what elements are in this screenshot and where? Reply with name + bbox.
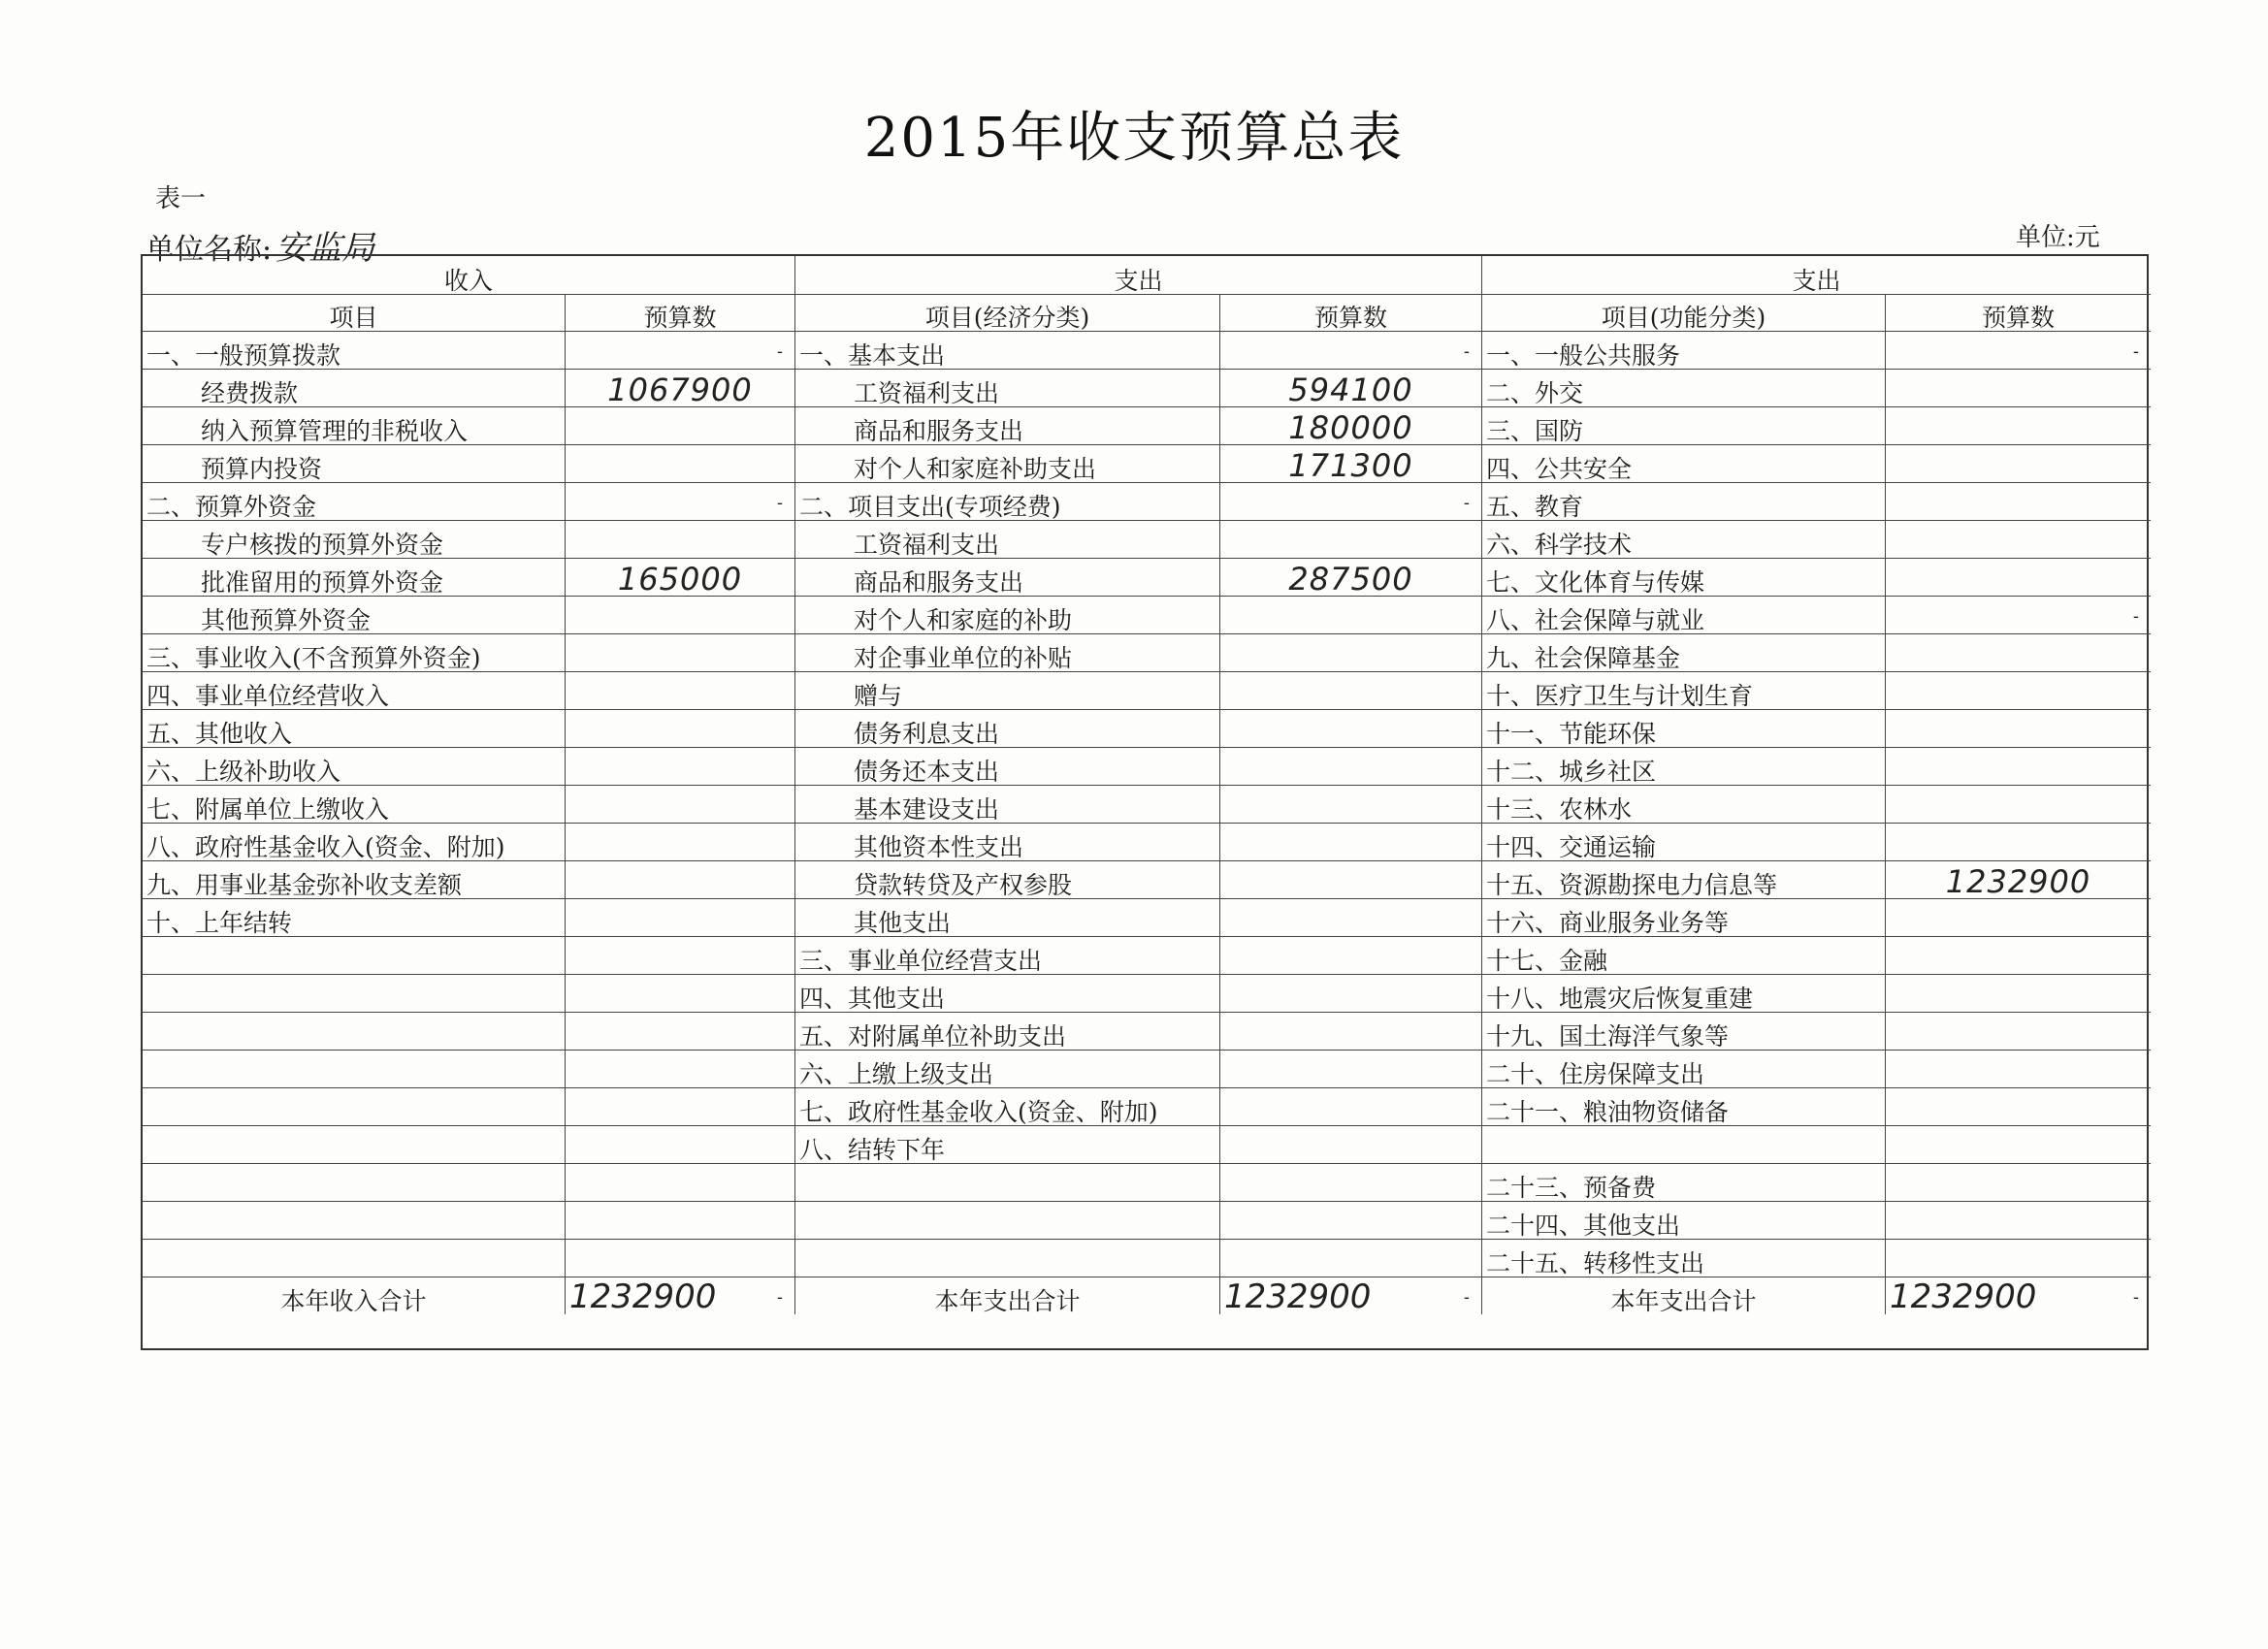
budget-value-cell <box>1886 861 2151 899</box>
budget-value-cell <box>1220 1013 1482 1051</box>
budget-value-cell <box>1220 975 1482 1013</box>
handwritten-total: 1232900 <box>569 1277 717 1314</box>
budget-value-cell <box>566 1126 795 1164</box>
budget-value-cell <box>1886 710 2151 748</box>
row-label: 工资福利支出 <box>795 521 1220 559</box>
row-label <box>795 1202 1220 1240</box>
budget-value-cell <box>1220 861 1482 899</box>
budget-value-cell <box>566 672 795 710</box>
row-label: 商品和服务支出 <box>795 407 1220 445</box>
header-income-item: 项目 <box>143 295 566 332</box>
currency-unit: 单位:元 <box>2016 223 2100 252</box>
budget-value-cell <box>1886 521 2151 559</box>
unit-name-label: 单位名称: <box>146 233 273 267</box>
budget-value-cell <box>1886 937 2151 975</box>
budget-value-cell <box>566 1164 795 1202</box>
budget-value-cell <box>566 748 795 786</box>
row-label <box>143 975 566 1013</box>
budget-value-cell <box>1220 899 1482 937</box>
row-label: 其他支出 <box>795 899 1220 937</box>
dash-mark: - <box>1463 1287 1470 1308</box>
unit-name-value: 安监局 <box>275 229 375 268</box>
budget-value-cell <box>566 786 795 824</box>
header-income: 收入 <box>143 256 795 295</box>
row-label: 专户核拨的预算外资金 <box>143 521 566 559</box>
budget-value-cell <box>1886 1164 2151 1202</box>
row-label: 十五、资源勘探电力信息等 <box>1482 861 1886 899</box>
budget-value-cell <box>1886 748 2151 786</box>
header-expense-functional: 支出 <box>1482 256 2151 295</box>
row-label: 一、一般预算拨款 <box>143 332 566 370</box>
row-label <box>795 1240 1220 1277</box>
budget-value-cell <box>566 824 795 861</box>
handwritten-amount: 171300 <box>1288 447 1413 483</box>
budget-value-cell <box>1220 445 1482 483</box>
row-label: 七、附属单位上缴收入 <box>143 786 566 824</box>
budget-value-cell <box>566 1240 795 1277</box>
budget-value-cell <box>566 1088 795 1126</box>
budget-value-cell <box>1886 1202 2151 1240</box>
row-label <box>1482 1126 1886 1164</box>
row-label: 十八、地震灾后恢复重建 <box>1482 975 1886 1013</box>
budget-value-cell <box>566 1051 795 1088</box>
budget-value-cell <box>1220 483 1482 521</box>
budget-value-cell <box>1886 559 2151 597</box>
total-value-income <box>566 1277 795 1314</box>
row-label: 工资福利支出 <box>795 370 1220 407</box>
budget-value-cell <box>1220 1202 1482 1240</box>
row-label: 四、公共安全 <box>1482 445 1886 483</box>
budget-value-cell <box>1886 1013 2151 1051</box>
budget-value-cell <box>566 899 795 937</box>
row-label: 对企事业单位的补贴 <box>795 634 1220 672</box>
row-label: 二、外交 <box>1482 370 1886 407</box>
row-label: 基本建设支出 <box>795 786 1220 824</box>
row-label: 五、教育 <box>1482 483 1886 521</box>
row-label: 二十、住房保障支出 <box>1482 1051 1886 1088</box>
page-title: 2015年收支预算总表 <box>863 107 1405 170</box>
row-label: 七、政府性基金收入(资金、附加) <box>795 1088 1220 1126</box>
row-label: 十九、国土海洋气象等 <box>1482 1013 1886 1051</box>
row-label: 一、一般公共服务 <box>1482 332 1886 370</box>
row-label: 二十三、预备费 <box>1482 1164 1886 1202</box>
budget-value-cell <box>1886 634 2151 672</box>
budget-value-cell <box>1220 597 1482 634</box>
budget-value-cell <box>1220 824 1482 861</box>
total-value-func <box>1886 1277 2151 1314</box>
row-label: 批准留用的预算外资金 <box>143 559 566 597</box>
row-label <box>143 937 566 975</box>
row-label <box>143 1088 566 1126</box>
row-label: 对个人和家庭的补助 <box>795 597 1220 634</box>
row-label: 八、社会保障与就业 <box>1482 597 1886 634</box>
budget-value-cell <box>1886 1240 2151 1277</box>
dash-mark: - <box>776 493 783 513</box>
table-number: 表一 <box>155 184 207 213</box>
handwritten-total: 1232900 <box>1890 1277 2037 1314</box>
row-label: 十四、交通运输 <box>1482 824 1886 861</box>
budget-value-cell <box>566 559 795 597</box>
row-label: 贷款转贷及产权参股 <box>795 861 1220 899</box>
budget-value-cell <box>1220 1088 1482 1126</box>
row-label: 其他预算外资金 <box>143 597 566 634</box>
dash-mark: - <box>1463 341 1470 362</box>
row-label: 二十一、粮油物资储备 <box>1482 1088 1886 1126</box>
budget-value-cell <box>1220 786 1482 824</box>
dash-mark: - <box>2132 606 2139 627</box>
row-label <box>143 1126 566 1164</box>
row-label: 四、其他支出 <box>795 975 1220 1013</box>
row-label: 六、上缴上级支出 <box>795 1051 1220 1088</box>
handwritten-amount: 1232900 <box>1945 863 2091 899</box>
budget-value-cell <box>1886 975 2151 1013</box>
row-label: 纳入预算管理的非税收入 <box>143 407 566 445</box>
header-func-item: 项目(功能分类) <box>1482 295 1886 332</box>
budget-value-cell <box>1886 1088 2151 1126</box>
budget-value-cell <box>566 370 795 407</box>
row-label: 十六、商业服务业务等 <box>1482 899 1886 937</box>
budget-value-cell <box>1220 710 1482 748</box>
row-label: 十二、城乡社区 <box>1482 748 1886 786</box>
budget-value-cell <box>1220 634 1482 672</box>
row-label <box>143 1013 566 1051</box>
header-expense-economic: 支出 <box>795 256 1482 295</box>
row-label: 债务还本支出 <box>795 748 1220 786</box>
row-label: 十三、农林水 <box>1482 786 1886 824</box>
budget-value-cell <box>1886 407 2151 445</box>
row-label <box>143 1240 566 1277</box>
dash-mark: - <box>2132 1287 2139 1308</box>
row-label: 六、科学技术 <box>1482 521 1886 559</box>
header-income-budget: 预算数 <box>566 295 795 332</box>
row-label: 九、社会保障基金 <box>1482 634 1886 672</box>
row-label: 二十五、转移性支出 <box>1482 1240 1886 1277</box>
row-label: 十、上年结转 <box>143 899 566 937</box>
budget-table <box>141 254 2149 1350</box>
budget-value-cell <box>566 332 795 370</box>
row-label: 二、项目支出(专项经费) <box>795 483 1220 521</box>
row-label: 一、基本支出 <box>795 332 1220 370</box>
budget-value-cell <box>566 521 795 559</box>
row-label: 八、政府性基金收入(资金、附加) <box>143 824 566 861</box>
budget-value-cell <box>1886 597 2151 634</box>
handwritten-amount: 1067900 <box>607 372 753 407</box>
row-label: 三、国防 <box>1482 407 1886 445</box>
handwritten-amount: 165000 <box>617 561 743 597</box>
row-label: 其他资本性支出 <box>795 824 1220 861</box>
row-label: 八、结转下年 <box>795 1126 1220 1164</box>
budget-value-cell <box>1220 521 1482 559</box>
row-label: 十七、金融 <box>1482 937 1886 975</box>
budget-value-cell <box>1886 824 2151 861</box>
total-label-income: 本年收入合计 <box>143 1277 566 1314</box>
budget-value-cell <box>566 1202 795 1240</box>
budget-value-cell <box>1886 332 2151 370</box>
row-label: 九、用事业基金弥补收支差额 <box>143 861 566 899</box>
row-label: 赠与 <box>795 672 1220 710</box>
header-econ-item: 项目(经济分类) <box>795 295 1220 332</box>
budget-value-cell <box>566 710 795 748</box>
budget-value-cell <box>1220 937 1482 975</box>
budget-value-cell <box>1886 483 2151 521</box>
budget-value-cell <box>1886 445 2151 483</box>
row-label: 六、上级补助收入 <box>143 748 566 786</box>
budget-value-cell <box>1220 407 1482 445</box>
budget-value-cell <box>566 445 795 483</box>
handwritten-amount: 594100 <box>1288 372 1413 407</box>
budget-value-cell <box>1886 899 2151 937</box>
row-label: 十、医疗卫生与计划生育 <box>1482 672 1886 710</box>
budget-value-cell <box>1886 1051 2151 1088</box>
row-label: 三、事业单位经营支出 <box>795 937 1220 975</box>
budget-value-cell <box>1220 332 1482 370</box>
dash-mark: - <box>1463 493 1470 513</box>
budget-value-cell <box>1886 672 2151 710</box>
row-label: 经费拨款 <box>143 370 566 407</box>
row-label: 五、其他收入 <box>143 710 566 748</box>
row-label: 二、预算外资金 <box>143 483 566 521</box>
handwritten-amount: 180000 <box>1288 409 1413 445</box>
row-label: 五、对附属单位补助支出 <box>795 1013 1220 1051</box>
row-label <box>143 1164 566 1202</box>
handwritten-amount: 287500 <box>1288 561 1413 597</box>
budget-value-cell <box>1886 370 2151 407</box>
budget-value-cell <box>566 597 795 634</box>
budget-value-cell <box>1220 672 1482 710</box>
budget-value-cell <box>1220 1240 1482 1277</box>
budget-value-cell <box>566 861 795 899</box>
row-label: 十一、节能环保 <box>1482 710 1886 748</box>
budget-value-cell <box>566 937 795 975</box>
dash-mark: - <box>776 341 783 362</box>
row-label: 债务利息支出 <box>795 710 1220 748</box>
row-label <box>143 1202 566 1240</box>
handwritten-total: 1232900 <box>1224 1277 1372 1314</box>
header-econ-budget: 预算数 <box>1220 295 1482 332</box>
budget-value-cell <box>566 483 795 521</box>
budget-value-cell <box>1220 748 1482 786</box>
budget-value-cell <box>566 407 795 445</box>
budget-value-cell <box>566 1013 795 1051</box>
row-label: 商品和服务支出 <box>795 559 1220 597</box>
total-value-econ <box>1220 1277 1482 1314</box>
budget-value-cell <box>1886 1126 2151 1164</box>
budget-value-cell <box>566 634 795 672</box>
budget-value-cell <box>1220 1126 1482 1164</box>
budget-value-cell <box>566 975 795 1013</box>
row-label: 三、事业收入(不含预算外资金) <box>143 634 566 672</box>
row-label <box>795 1164 1220 1202</box>
row-label: 四、事业单位经营收入 <box>143 672 566 710</box>
total-label-econ: 本年支出合计 <box>795 1277 1220 1314</box>
total-label-func: 本年支出合计 <box>1482 1277 1886 1314</box>
header-func-budget: 预算数 <box>1886 295 2151 332</box>
row-label <box>143 1051 566 1088</box>
budget-value-cell <box>1220 370 1482 407</box>
row-label: 七、文化体育与传媒 <box>1482 559 1886 597</box>
budget-value-cell <box>1886 786 2151 824</box>
budget-value-cell <box>1220 559 1482 597</box>
dash-mark: - <box>2132 341 2139 362</box>
row-label: 对个人和家庭补助支出 <box>795 445 1220 483</box>
budget-value-cell <box>1220 1051 1482 1088</box>
dash-mark: - <box>776 1287 783 1308</box>
row-label: 预算内投资 <box>143 445 566 483</box>
budget-value-cell <box>1220 1164 1482 1202</box>
row-label: 二十四、其他支出 <box>1482 1202 1886 1240</box>
